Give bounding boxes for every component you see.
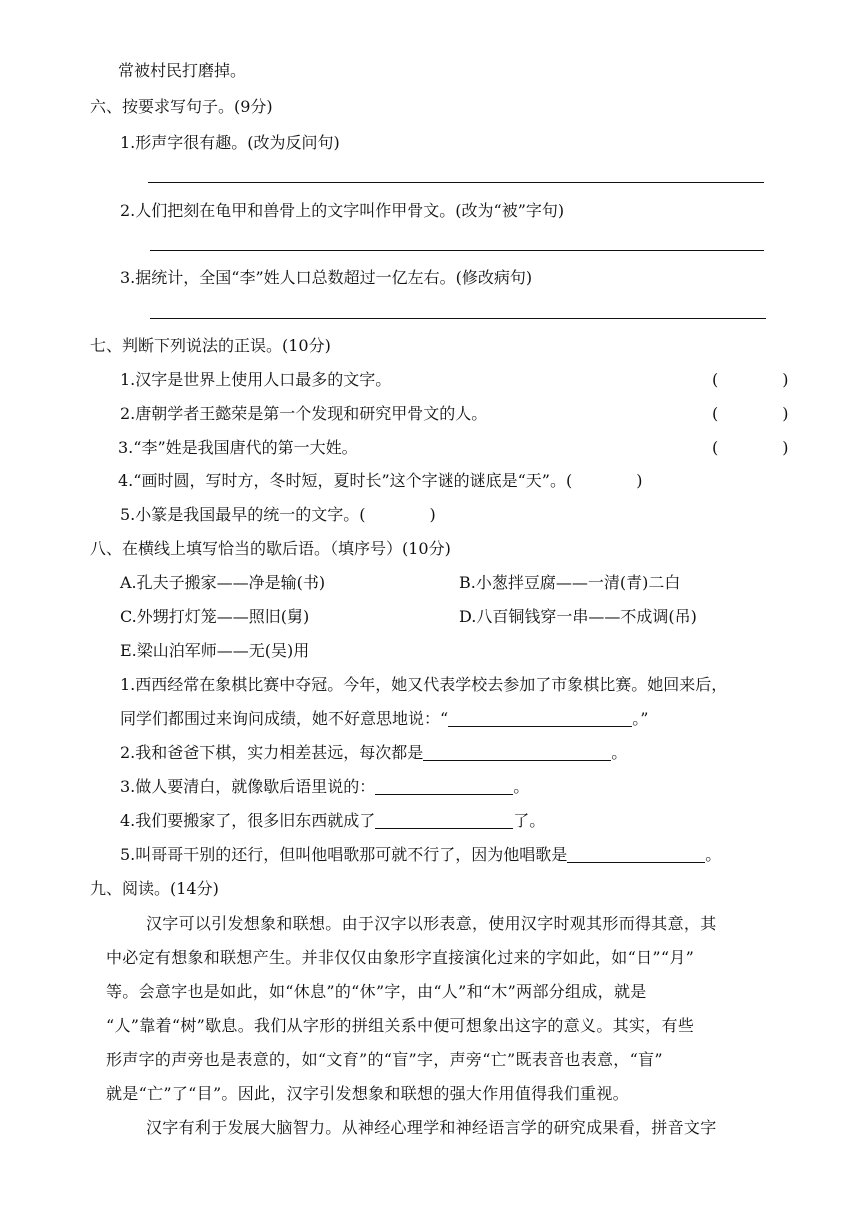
reading-para-1-line-2: 中必定有想象和联想产生。并非仅仅由象形字直接演化过来的字如此，如“日”“月” <box>106 948 695 967</box>
s6-answer-line-1[interactable] <box>148 182 764 183</box>
q1-text: 同学们都围过来询问成绩，她不好意思地说：“ <box>120 709 449 728</box>
q5-blank[interactable] <box>567 846 705 863</box>
reading-para-2-line-1: 汉字有利于发展大脑智力。从神经心理学和神经语言学的研究成果看，拼音文字 <box>146 1118 717 1137</box>
section-7-heading: 七、判断下列说法的正误。(10分) <box>90 336 331 355</box>
s8-option-a: A.孔夫子搬家——净是输(书) <box>120 573 326 592</box>
paren-close: ) <box>782 370 789 389</box>
s6-item-3: 3.据统计，全国“李”姓人口总数超过一亿左右。(修改病句) <box>120 268 533 287</box>
s7-item-1: 1.汉字是世界上使用人口最多的文字。 <box>120 370 392 389</box>
reading-para-1-line-1: 汉字可以引发想象和联想。由于汉字以形表意，使用汉字时观其形而得其意，其 <box>146 914 717 933</box>
section-8-heading: 八、在横线上填写恰当的歇后语。（填序号）(10分) <box>90 539 451 558</box>
paren-open: ( <box>566 471 573 490</box>
q5-end: 。 <box>705 845 722 864</box>
q1-close: 。” <box>632 709 649 728</box>
reading-para-1-line-5: 形声字的声旁也是表意的，如“文育”的“盲”字，声旁“亡”既表音也表意，“盲” <box>106 1050 663 1069</box>
s7-item-3: 3.“李”姓是我国唐代的第一大姓。 <box>118 438 358 457</box>
s7-item-2: 2.唐朝学者王懿荣是第一个发现和研究甲骨文的人。 <box>120 404 488 423</box>
s8-question-1-line-1: 1.西西经常在象棋比赛中夺冠。今年，她又代表学校去参加了市象棋比赛。她回来后， <box>120 675 728 694</box>
s7-item-4-text: 4.“画时圆，写时方，冬时短，夏时长”这个字谜的谜底是“天”。 <box>118 471 566 490</box>
q4-text: 4.我们要搬家了，很多旧东西就成了 <box>120 811 376 830</box>
q5-text: 5.叫哥哥干别的还行，但叫他唱歌那可就不行了，因为他唱歌是 <box>120 845 568 864</box>
q3-end: 。 <box>513 777 530 796</box>
section-6-heading: 六、按要求写句子。(9分) <box>90 97 273 116</box>
s8-question-1-line-2 <box>120 708 648 730</box>
s7-answer-paren-3[interactable] <box>712 437 789 459</box>
q2-text: 2.我和爸爸下棋，实力相差甚远，每次都是 <box>120 743 424 762</box>
q1-blank[interactable] <box>448 710 632 727</box>
s7-answer-paren-2[interactable] <box>712 403 789 425</box>
q3-text: 3.做人要清白，就像歇后语里说的： <box>120 777 376 796</box>
q2-end: 。 <box>611 743 628 762</box>
reading-para-1-line-6: 就是“亡”了“目”。因此，汉字引发想象和联想的强大作用值得我们重视。 <box>106 1084 629 1103</box>
paren-close: ) <box>636 471 643 490</box>
s7-answer-paren-5[interactable] <box>359 505 436 524</box>
paren-close: ) <box>429 505 436 524</box>
s8-question-5 <box>120 844 721 866</box>
s8-question-4 <box>120 810 545 832</box>
section-9-heading: 九、阅读。(14分) <box>90 879 219 898</box>
paren-close: ) <box>782 404 789 423</box>
paren-open: ( <box>712 404 719 423</box>
reading-para-1-line-3: 等。会意字也是如此，如“休息”的“休”字，由“人”和“木”两部分组成，就是 <box>106 982 647 1001</box>
s7-item-4 <box>118 470 643 492</box>
paren-open: ( <box>712 370 719 389</box>
s6-answer-line-2[interactable] <box>150 250 764 251</box>
s6-item-1: 1.形声字很有趣。(改为反问句) <box>120 133 340 152</box>
paren-open: ( <box>359 505 366 524</box>
paren-close: ) <box>782 438 789 457</box>
s6-item-2: 2.人们把刻在龟甲和兽骨上的文字叫作甲骨文。(改为“被”字句) <box>120 201 565 220</box>
s7-answer-paren-1[interactable] <box>712 369 789 391</box>
q4-blank[interactable] <box>375 812 513 829</box>
intro-tail-line: 常被村民打磨掉。 <box>118 61 247 80</box>
s6-answer-line-3[interactable] <box>150 318 766 319</box>
q2-blank[interactable] <box>423 744 611 761</box>
s8-option-c: C.外甥打灯笼——照旧(舅) <box>120 607 310 626</box>
s7-item-5-text: 5.小篆是我国最早的统一的文字。 <box>120 505 360 524</box>
s7-answer-paren-4[interactable] <box>566 471 643 490</box>
s7-item-5 <box>120 504 436 526</box>
s8-option-d: D.八百铜钱穿一串——不成调(吊) <box>459 607 697 626</box>
reading-para-1-line-4: “人”靠着“树”歇息。我们从字形的拼组关系中便可想象出这字的意义。其实，有些 <box>106 1016 695 1035</box>
q3-blank[interactable] <box>375 778 513 795</box>
s8-option-e: E.梁山泊军师——无(吴)用 <box>120 641 310 660</box>
s8-question-2 <box>120 742 627 764</box>
s8-option-b: B.小葱拌豆腐——一清(青)二白 <box>459 573 681 592</box>
q4-end: 了。 <box>513 811 546 830</box>
s8-question-3 <box>120 776 529 798</box>
paren-open: ( <box>712 438 719 457</box>
